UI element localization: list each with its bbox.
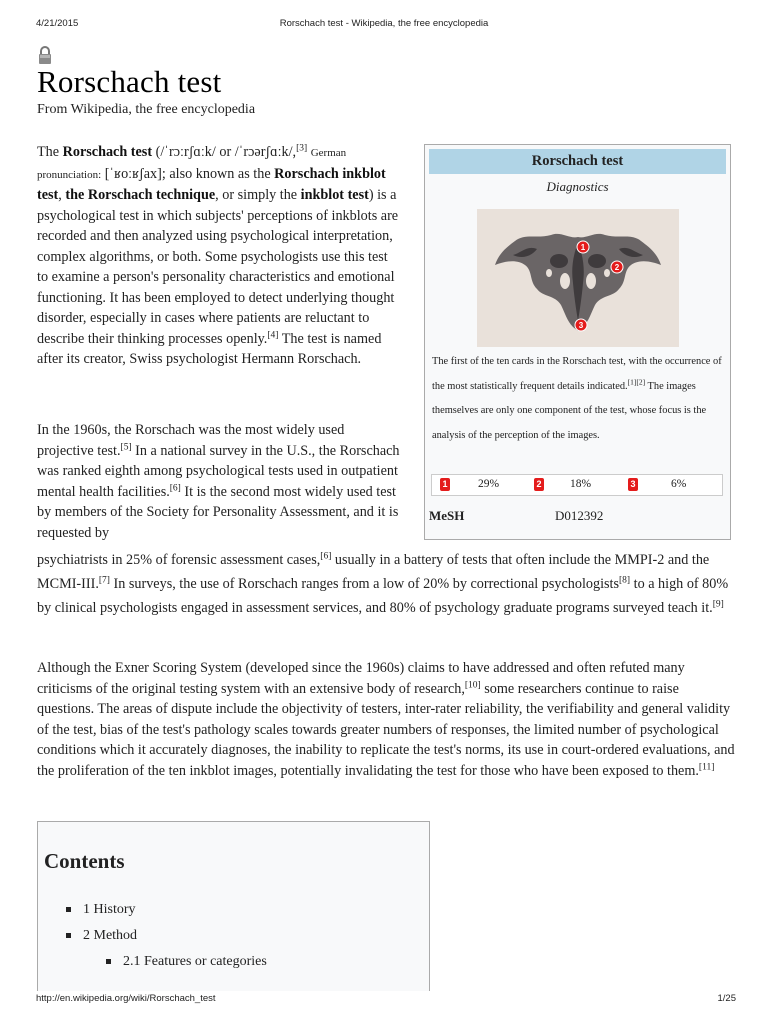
ref-link[interactable]: [6] bbox=[320, 551, 332, 562]
term-rorschach-test: Rorschach test bbox=[62, 144, 153, 160]
toc-item-method[interactable]: 2 Method bbox=[66, 928, 137, 944]
mesh-value[interactable]: D012392 bbox=[555, 508, 604, 523]
criticism-paragraph: Although the Exner Scoring System (developed since the 1960s) claims to have addressed and often refuted many criticisms of the original testing system with an extensive body of research,[10] some researchers continue to raise questions. The areas of dispute include the objectivity of testers, inter-rater reliability, the verifiability and general validity of the test, bias of the test's pathology scales towards greater numbers of responses, the limited number of psychological conditions which it accurately diagnoses, the inability to replicate the test's norms, its use in court-ordered evaluations, and the proliferation of the ten inkblot images, potentially invalidating the test for those who have been exposed to them.[11] bbox=[37, 660, 735, 779]
badge-2-icon: 2 bbox=[534, 478, 544, 491]
lock-icon bbox=[38, 45, 52, 65]
history-paragraph: In the 1960s, the Rorschach was the most widely used projective test.[5] In a national survey in the U.S., the Rorschach was ranked eighth among psychological tests used in outpatient mental health facilities.[6] It is the second most widely used test by members of the Society for Personality Assessment, and it is requested by bbox=[37, 422, 400, 541]
print-footer bbox=[0, 993, 768, 1007]
ref-link[interactable]: [1][2] bbox=[627, 377, 646, 387]
frequency-value: 29% bbox=[478, 478, 500, 490]
history-paragraph-continued: psychiatrists in 25% of forensic assessment cases,[6] usually in a battery of tests that often include the MMPI-2 and the MCMI-III.[7] In surveys, the use of Rorschach ranges from a low of 20% by correctional psychologists[8] to a high of 80% by clinical psychologists engaged in assessment services, and 80% of psychology graduate programs surveyed teach it.[9] bbox=[37, 551, 729, 616]
infobox-title: Rorschach test bbox=[429, 149, 726, 174]
svg-text:3: 3 bbox=[578, 321, 584, 330]
frequency-value: 18% bbox=[570, 478, 592, 490]
toc-item-history[interactable]: 1 History bbox=[66, 902, 136, 918]
page-title: Rorschach test bbox=[37, 64, 222, 99]
bullet-icon bbox=[106, 959, 111, 964]
frequency-value: 6% bbox=[671, 478, 687, 490]
frequency-table bbox=[431, 474, 723, 496]
inkblot-image[interactable] bbox=[477, 209, 679, 347]
ref-link[interactable]: [4] bbox=[267, 329, 279, 340]
ref-link[interactable]: [5] bbox=[120, 441, 132, 452]
toc-item-features[interactable]: 2.1 Features or categories bbox=[106, 954, 267, 970]
ref-link[interactable]: [3] bbox=[296, 143, 308, 154]
pronunciation-label[interactable]: German pronunciation: bbox=[37, 147, 347, 181]
bullet-icon bbox=[66, 907, 71, 912]
badge-3-icon: 3 bbox=[628, 478, 638, 491]
svg-text:2: 2 bbox=[614, 263, 620, 272]
bullet-icon bbox=[66, 933, 71, 938]
infobox-category[interactable]: Diagnostics bbox=[546, 179, 609, 194]
page-subtitle: From Wikipedia, the free encyclopedia bbox=[37, 102, 256, 117]
ref-link[interactable]: [9] bbox=[712, 599, 724, 610]
infobox-caption: The first of the ten cards in the Rorschach test, with the occurrence of the most statistically frequent details indicated.[1][2] The images themselves are only one component of the test, whose focus is the analysis of the perception of the images. bbox=[432, 356, 722, 441]
infobox bbox=[424, 144, 731, 540]
badge-1-icon: 1 bbox=[440, 478, 450, 491]
ref-link[interactable]: [11] bbox=[698, 761, 715, 772]
intro-paragraph: The Rorschach test (/ˈrɔːrʃɑːk/ or /ˈrɔərʃɑːk/,[3] German pronunciation: [ˈʁoːʁʃax]; also known as the Rorschach inkblot test, the Rorschach technique, or simply the inkblot test) is a psychological test in which subjects' perceptions of inkblots are recorded and then analyzed using psychological interpretation, complex algorithms, or both. Some psychologists use this test to examine a person's personality characteristics and emotional functioning. It has been employed to detect underlying thought disorder, especially in cases where patients are reluctant to describe their thinking processes openly.[4] The test is named after its creator, Swiss psychologist Hermann Rorschach. bbox=[37, 143, 399, 367]
print-title: Rorschach test - Wikipedia, the free encyclopedia bbox=[279, 18, 489, 29]
ref-link[interactable]: [8] bbox=[619, 575, 631, 586]
page-number: 1/25 bbox=[717, 993, 736, 1004]
print-header bbox=[0, 16, 768, 30]
svg-text:1: 1 bbox=[580, 243, 586, 252]
mesh-label[interactable]: MeSH bbox=[429, 508, 465, 523]
toc-title: Contents bbox=[44, 849, 125, 873]
print-date: 4/21/2015 bbox=[36, 18, 79, 29]
table-of-contents bbox=[37, 821, 430, 991]
ref-link[interactable]: [7] bbox=[98, 575, 110, 586]
print-url: http://en.wikipedia.org/wiki/Rorschach_test bbox=[36, 993, 216, 1004]
ref-link[interactable]: [6] bbox=[169, 482, 181, 493]
ref-link[interactable]: [10] bbox=[464, 679, 481, 690]
